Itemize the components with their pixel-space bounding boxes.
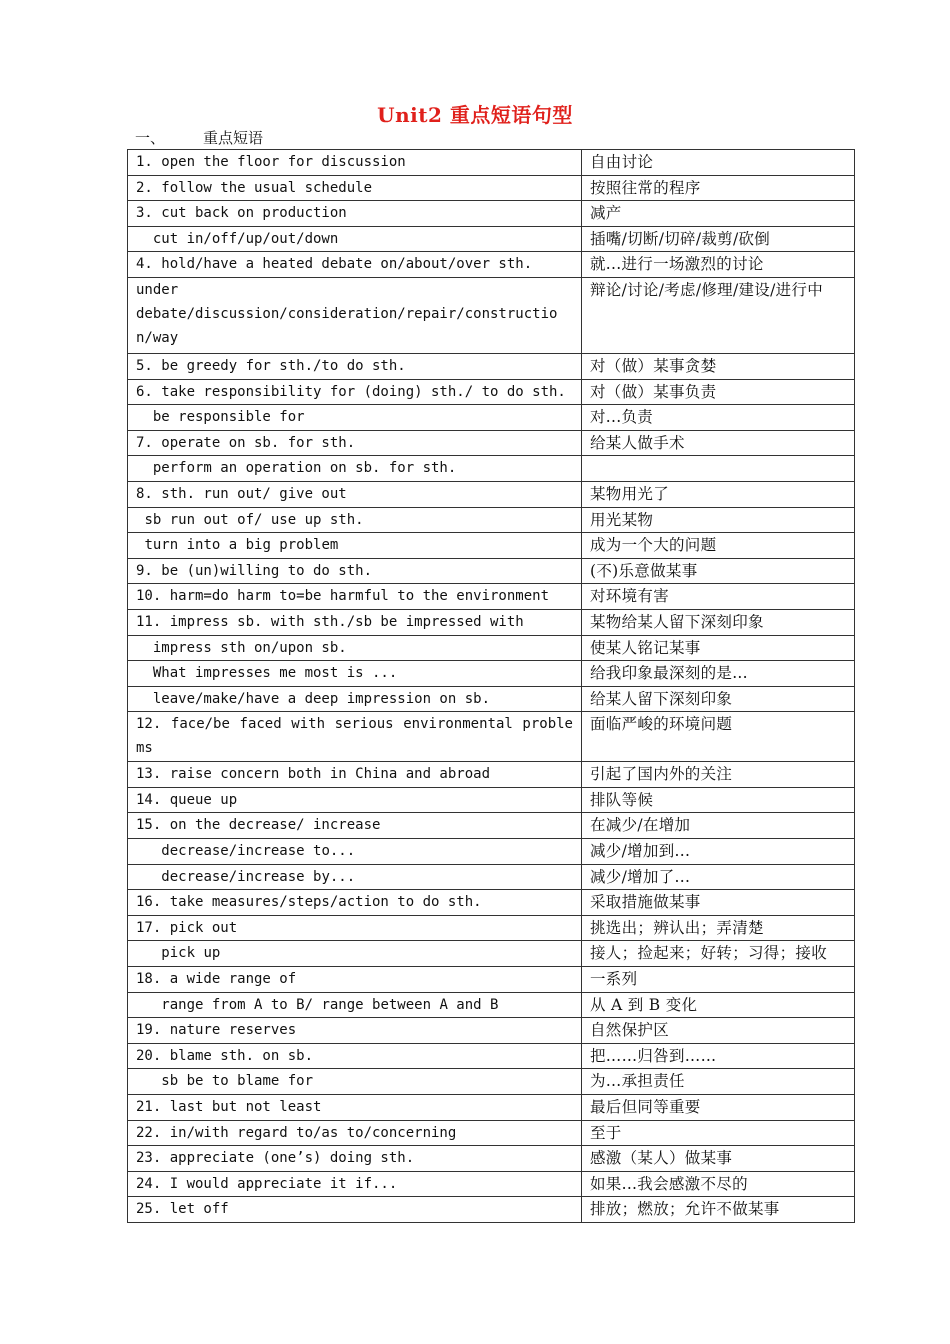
phrase-english xyxy=(128,277,582,353)
phrase-chinese: 给某人做手术 xyxy=(582,430,855,456)
table-row xyxy=(128,1018,855,1044)
phrase-english: 2. follow the usual schedule xyxy=(128,175,582,201)
phrase-english: 22. in/with regard to/as to/concerning xyxy=(128,1120,582,1146)
phrase-english: 3. cut back on production xyxy=(128,201,582,227)
phrase-chinese: 就...进行一场激烈的讨论 xyxy=(582,252,855,278)
table-row xyxy=(128,1171,855,1197)
phrase-chinese: 按照往常的程序 xyxy=(582,175,855,201)
phrase-chinese: 成为一个大的问题 xyxy=(582,533,855,559)
phrase-chinese: 面临严峻的环境问题 xyxy=(582,712,855,762)
phrase-english: pick up xyxy=(128,941,582,967)
phrase-english: decrease/increase by... xyxy=(128,864,582,890)
phrase-english: 14. queue up xyxy=(128,787,582,813)
table-row xyxy=(128,712,855,762)
phrase-chinese: 为…承担责任 xyxy=(582,1069,855,1095)
table-row xyxy=(128,353,855,379)
phrase-english-line: debate/discussion/consideration/repair/construction/way xyxy=(136,305,558,346)
table-row xyxy=(128,175,855,201)
phrase-english: sb run out of/ use up sth. xyxy=(128,507,582,533)
phrase-chinese: 对（做）某事贪婪 xyxy=(582,353,855,379)
table-row xyxy=(128,1095,855,1121)
phrase-chinese: 从 A 到 B 变化 xyxy=(582,992,855,1018)
table-row xyxy=(128,661,855,687)
table-row xyxy=(128,252,855,278)
phrase-chinese: 如果...我会感激不尽的 xyxy=(582,1171,855,1197)
table-row xyxy=(128,507,855,533)
phrase-english: 18. a wide range of xyxy=(128,967,582,993)
phrase-chinese: 辩论/讨论/考虑/修理/建设/进行中 xyxy=(582,277,855,353)
phrase-english: 16. take measures/steps/action to do sth. xyxy=(128,890,582,916)
table-row xyxy=(128,787,855,813)
table-row xyxy=(128,813,855,839)
phrase-english: sb be to blame for xyxy=(128,1069,582,1095)
table-row xyxy=(128,1197,855,1223)
table-row xyxy=(128,967,855,993)
table-row xyxy=(128,226,855,252)
table-row xyxy=(128,635,855,661)
phrase-chinese: (不)乐意做某事 xyxy=(582,558,855,584)
phrase-chinese: 某物用光了 xyxy=(582,481,855,507)
phrase-english: 12. face/be faced with serious environmental problems xyxy=(128,712,582,762)
phrase-chinese: 某物给某人留下深刻印象 xyxy=(582,609,855,635)
phrase-chinese: 使某人铭记某事 xyxy=(582,635,855,661)
phrase-english: 24. I would appreciate it if... xyxy=(128,1171,582,1197)
phrase-chinese: 接人；捡起来；好转；习得；接收 xyxy=(582,941,855,967)
phrase-english: range from A to B/ range between A and B xyxy=(128,992,582,1018)
phrase-chinese: 自然保护区 xyxy=(582,1018,855,1044)
phrase-english: decrease/increase to... xyxy=(128,839,582,865)
table-row xyxy=(128,762,855,788)
table-row xyxy=(128,992,855,1018)
phrase-chinese: 采取措施做某事 xyxy=(582,890,855,916)
phrase-english: impress sth on/upon sb. xyxy=(128,635,582,661)
phrase-chinese: 把……归咎到…… xyxy=(582,1043,855,1069)
phrase-english: 6. take responsibility for (doing) sth./ to do sth. xyxy=(128,379,582,405)
table-row xyxy=(128,533,855,559)
table-row xyxy=(128,839,855,865)
phrase-chinese: 对（做）某事负责 xyxy=(582,379,855,405)
table-row xyxy=(128,915,855,941)
table-row xyxy=(128,1069,855,1095)
phrase-english: 19. nature reserves xyxy=(128,1018,582,1044)
phrase-chinese: 对...负责 xyxy=(582,405,855,431)
phrase-english: turn into a big problem xyxy=(128,533,582,559)
phrase-english: 1. open the floor for discussion xyxy=(128,150,582,176)
table-row xyxy=(128,405,855,431)
table-row xyxy=(128,456,855,482)
phrase-english: perform an operation on sb. for sth. xyxy=(128,456,582,482)
table-row xyxy=(128,686,855,712)
phrase-english: 8. sth. run out/ give out xyxy=(128,481,582,507)
phrase-chinese: 引起了国内外的关注 xyxy=(582,762,855,788)
phrase-english: 4. hold/have a heated debate on/about/over sth. xyxy=(128,252,582,278)
phrase-english: 7. operate on sb. for sth. xyxy=(128,430,582,456)
phrase-english: 13. raise concern both in China and abroad xyxy=(128,762,582,788)
table-row xyxy=(128,864,855,890)
phrase-english: 10. harm=do harm to=be harmful to the environment xyxy=(128,584,582,610)
phrase-chinese: 排队等候 xyxy=(582,787,855,813)
phrase-english: cut in/off/up/out/down xyxy=(128,226,582,252)
phrase-chinese: 挑选出；辨认出；弄清楚 xyxy=(582,915,855,941)
phrase-chinese: 给我印象最深刻的是... xyxy=(582,661,855,687)
table-row xyxy=(128,150,855,176)
phrase-english: be responsible for xyxy=(128,405,582,431)
phrase-english: leave/make/have a deep impression on sb. xyxy=(128,686,582,712)
phrase-chinese: 减产 xyxy=(582,201,855,227)
phrase-english: What impresses me most is ... xyxy=(128,661,582,687)
phrase-english-line: under xyxy=(136,281,179,298)
phrase-chinese: 自由讨论 xyxy=(582,150,855,176)
phrase-chinese: 感激（某人）做某事 xyxy=(582,1146,855,1172)
phrase-english: 25. let off xyxy=(128,1197,582,1223)
table-row xyxy=(128,609,855,635)
phrase-english: 5. be greedy for sth./to do sth. xyxy=(128,353,582,379)
phrase-chinese: 减少/增加到... xyxy=(582,839,855,865)
phrase-english: 17. pick out xyxy=(128,915,582,941)
table-row xyxy=(128,277,855,353)
table-row xyxy=(128,890,855,916)
phrase-chinese: 排放；燃放；允许不做某事 xyxy=(582,1197,855,1223)
phrase-chinese: 用光某物 xyxy=(582,507,855,533)
phrase-english: 23. appreciate (one’s) doing sth. xyxy=(128,1146,582,1172)
phrase-chinese: 在减少/在增加 xyxy=(582,813,855,839)
phrase-english: 15. on the decrease/ increase xyxy=(128,813,582,839)
table-row xyxy=(128,379,855,405)
phrase-english: 20. blame sth. on sb. xyxy=(128,1043,582,1069)
table-row xyxy=(128,941,855,967)
phrase-chinese: 给某人留下深刻印象 xyxy=(582,686,855,712)
table-row xyxy=(128,1043,855,1069)
table-row xyxy=(128,558,855,584)
page-title: Unit2 重点短语句型 xyxy=(377,103,573,127)
phrase-english: 21. last but not least xyxy=(128,1095,582,1121)
phrase-chinese: 插嘴/切断/切碎/裁剪/砍倒 xyxy=(582,226,855,252)
table-row xyxy=(128,430,855,456)
table-row xyxy=(128,201,855,227)
table-row xyxy=(128,1146,855,1172)
table-row xyxy=(128,481,855,507)
phrase-chinese xyxy=(582,456,855,482)
table-row xyxy=(128,1120,855,1146)
section-number: 一、 xyxy=(135,129,166,147)
phrase-chinese: 最后但同等重要 xyxy=(582,1095,855,1121)
phrase-chinese: 一系列 xyxy=(582,967,855,993)
section-heading xyxy=(135,127,263,148)
table-row xyxy=(128,584,855,610)
phrase-table xyxy=(127,149,855,1223)
phrase-chinese: 对环境有害 xyxy=(582,584,855,610)
phrase-chinese: 减少/增加了... xyxy=(582,864,855,890)
section-label: 重点短语 xyxy=(203,129,264,147)
phrase-english: 11. impress sb. with sth./sb be impressed with xyxy=(128,609,582,635)
phrase-chinese: 至于 xyxy=(582,1120,855,1146)
phrase-english: 9. be (un)willing to do sth. xyxy=(128,558,582,584)
